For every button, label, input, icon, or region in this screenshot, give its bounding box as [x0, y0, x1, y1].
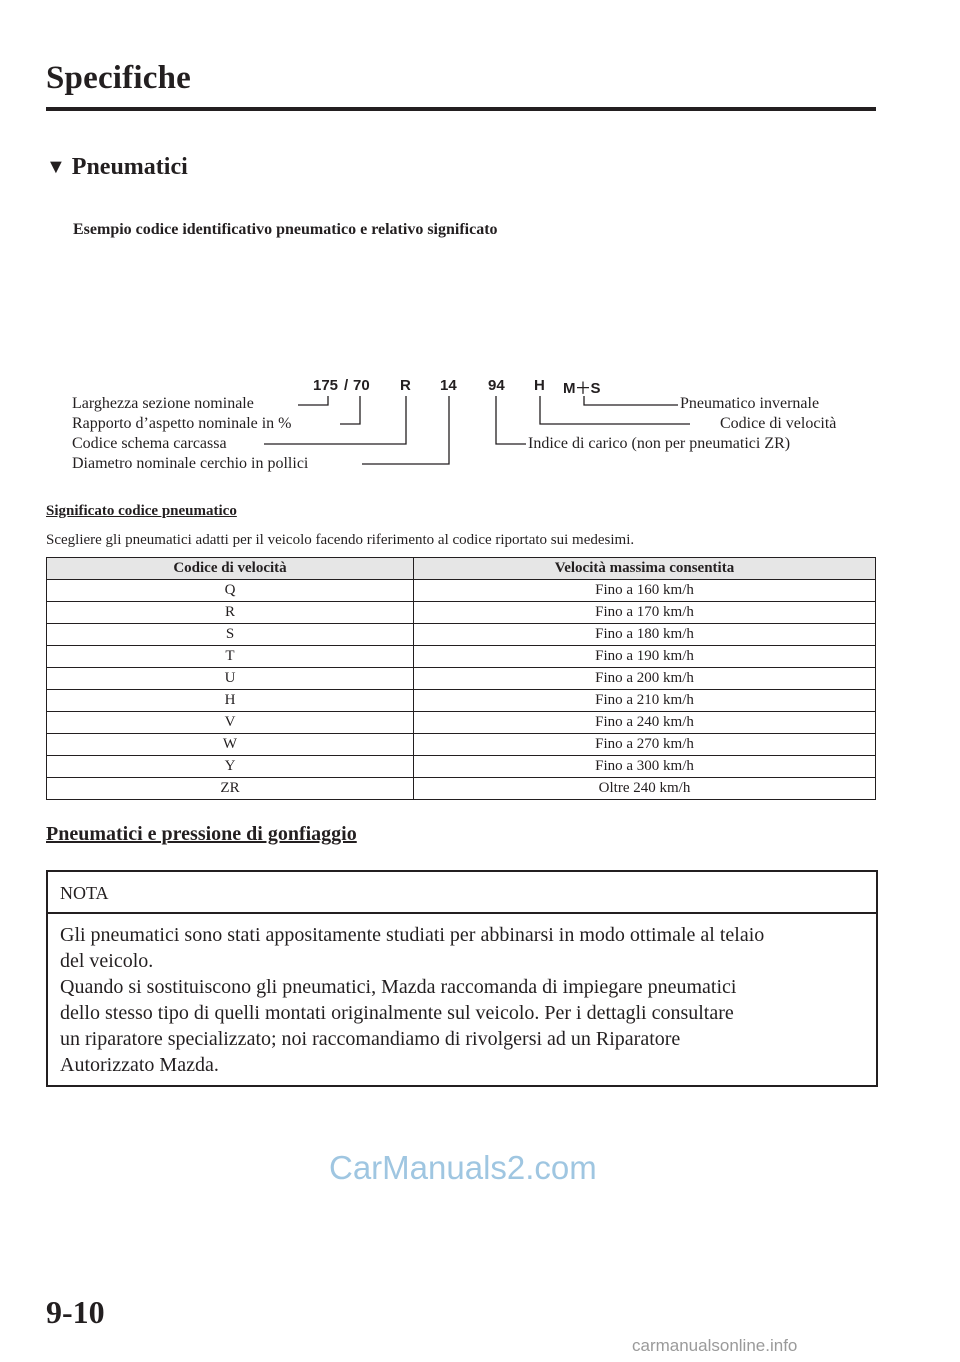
table-header-row — [47, 558, 876, 580]
table-row — [47, 580, 876, 602]
note-line: un riparatore specializzato; noi raccomandiamo di rivolgersi ad un Riparatore — [60, 1028, 681, 1050]
label-winter-tire: Pneumatico invernale — [680, 395, 820, 412]
table-row — [47, 756, 876, 778]
speed-code-cell: R — [47, 602, 414, 624]
note-body — [48, 914, 876, 1078]
speed-code-cell: Y — [47, 756, 414, 778]
section-title: Pneumatici — [71, 154, 188, 180]
code-slash: / — [344, 377, 349, 394]
speed-code-cell: V — [47, 712, 414, 734]
label-section-width: Larghezza sezione nominale — [72, 395, 254, 412]
label-rim-diameter: Diametro nominale cerchio in pollici — [72, 455, 309, 472]
label-aspect-ratio: Rapporto d’aspetto nominale in % — [72, 415, 292, 432]
code-aspect: 70 — [353, 377, 370, 394]
max-speed-cell: Oltre 240 km/h — [414, 778, 876, 800]
table-row — [47, 646, 876, 668]
section-heading — [46, 154, 188, 181]
speed-code-cell: Q — [47, 580, 414, 602]
max-speed-cell: Fino a 210 km/h — [414, 690, 876, 712]
code-rim: 14 — [440, 377, 457, 394]
note-heading: NOTA — [48, 872, 876, 914]
header-max-speed: Velocità massima consentita — [414, 558, 876, 580]
speed-code-cell: ZR — [47, 778, 414, 800]
tire-code-diagram — [0, 360, 960, 490]
watermark: CarManuals2.com — [329, 1149, 597, 1186]
max-speed-cell: Fino a 170 km/h — [414, 602, 876, 624]
table-row — [47, 712, 876, 734]
speed-code-cell: T — [47, 646, 414, 668]
table-row — [47, 778, 876, 800]
meaning-text: Scegliere gli pneumatici adatti per il veicolo facendo riferimento al codice riportato sui medesimi. — [46, 532, 635, 548]
speed-code-cell: W — [47, 734, 414, 756]
note-box — [46, 870, 878, 1087]
speed-code-cell: U — [47, 668, 414, 690]
pressure-title: Pneumatici e pressione di gonfiaggio — [46, 823, 357, 845]
note-line: Quando si sostituiscono gli pneumatici, Mazda raccomanda di impiegare pneumatici — [60, 976, 737, 998]
speed-code-cell: H — [47, 690, 414, 712]
max-speed-cell: Fino a 300 km/h — [414, 756, 876, 778]
note-line: Gli pneumatici sono stati appositamente studiati per abbinarsi in modo ottimale al telaio — [60, 924, 765, 946]
table-row — [47, 734, 876, 756]
max-speed-cell: Fino a 270 km/h — [414, 734, 876, 756]
note-line: del veicolo. — [60, 950, 154, 972]
max-speed-cell: Fino a 190 km/h — [414, 646, 876, 668]
max-speed-cell: Fino a 240 km/h — [414, 712, 876, 734]
label-speed-code: Codice di velocità — [720, 415, 837, 432]
footer-site: carmanualsonline.info — [632, 1336, 798, 1355]
example-title: Esempio codice identificativo pneumatico e relativo significato — [73, 221, 498, 238]
code-width: 175 — [313, 377, 339, 394]
table-row — [47, 690, 876, 712]
page-number: 9-10 — [46, 1294, 105, 1330]
note-line: dello stesso tipo di quelli montati originalmente sul veicolo. Per i dettagli consultare — [60, 1002, 734, 1024]
triangle-down-icon: ▼ — [46, 156, 66, 178]
code-construction: R — [400, 377, 411, 394]
chapter-title: Specifiche — [46, 60, 191, 96]
table-row — [47, 624, 876, 646]
meaning-title: Significato codice pneumatico — [46, 503, 237, 519]
table-row — [47, 668, 876, 690]
code-winter: M＋S — [563, 380, 601, 397]
header-speed-code: Codice di velocità — [47, 558, 414, 580]
label-load-index: Indice di carico (non per pneumatici ZR) — [528, 435, 791, 452]
speed-code-cell: S — [47, 624, 414, 646]
chapter-rule — [46, 107, 876, 111]
table-row — [47, 602, 876, 624]
code-speed: H — [534, 377, 545, 394]
max-speed-cell: Fino a 200 km/h — [414, 668, 876, 690]
note-line: Autorizzato Mazda. — [60, 1054, 219, 1076]
code-load: 94 — [488, 377, 505, 394]
max-speed-cell: Fino a 180 km/h — [414, 624, 876, 646]
max-speed-cell: Fino a 160 km/h — [414, 580, 876, 602]
speed-table — [46, 557, 876, 800]
label-construction: Codice schema carcassa — [72, 435, 227, 452]
